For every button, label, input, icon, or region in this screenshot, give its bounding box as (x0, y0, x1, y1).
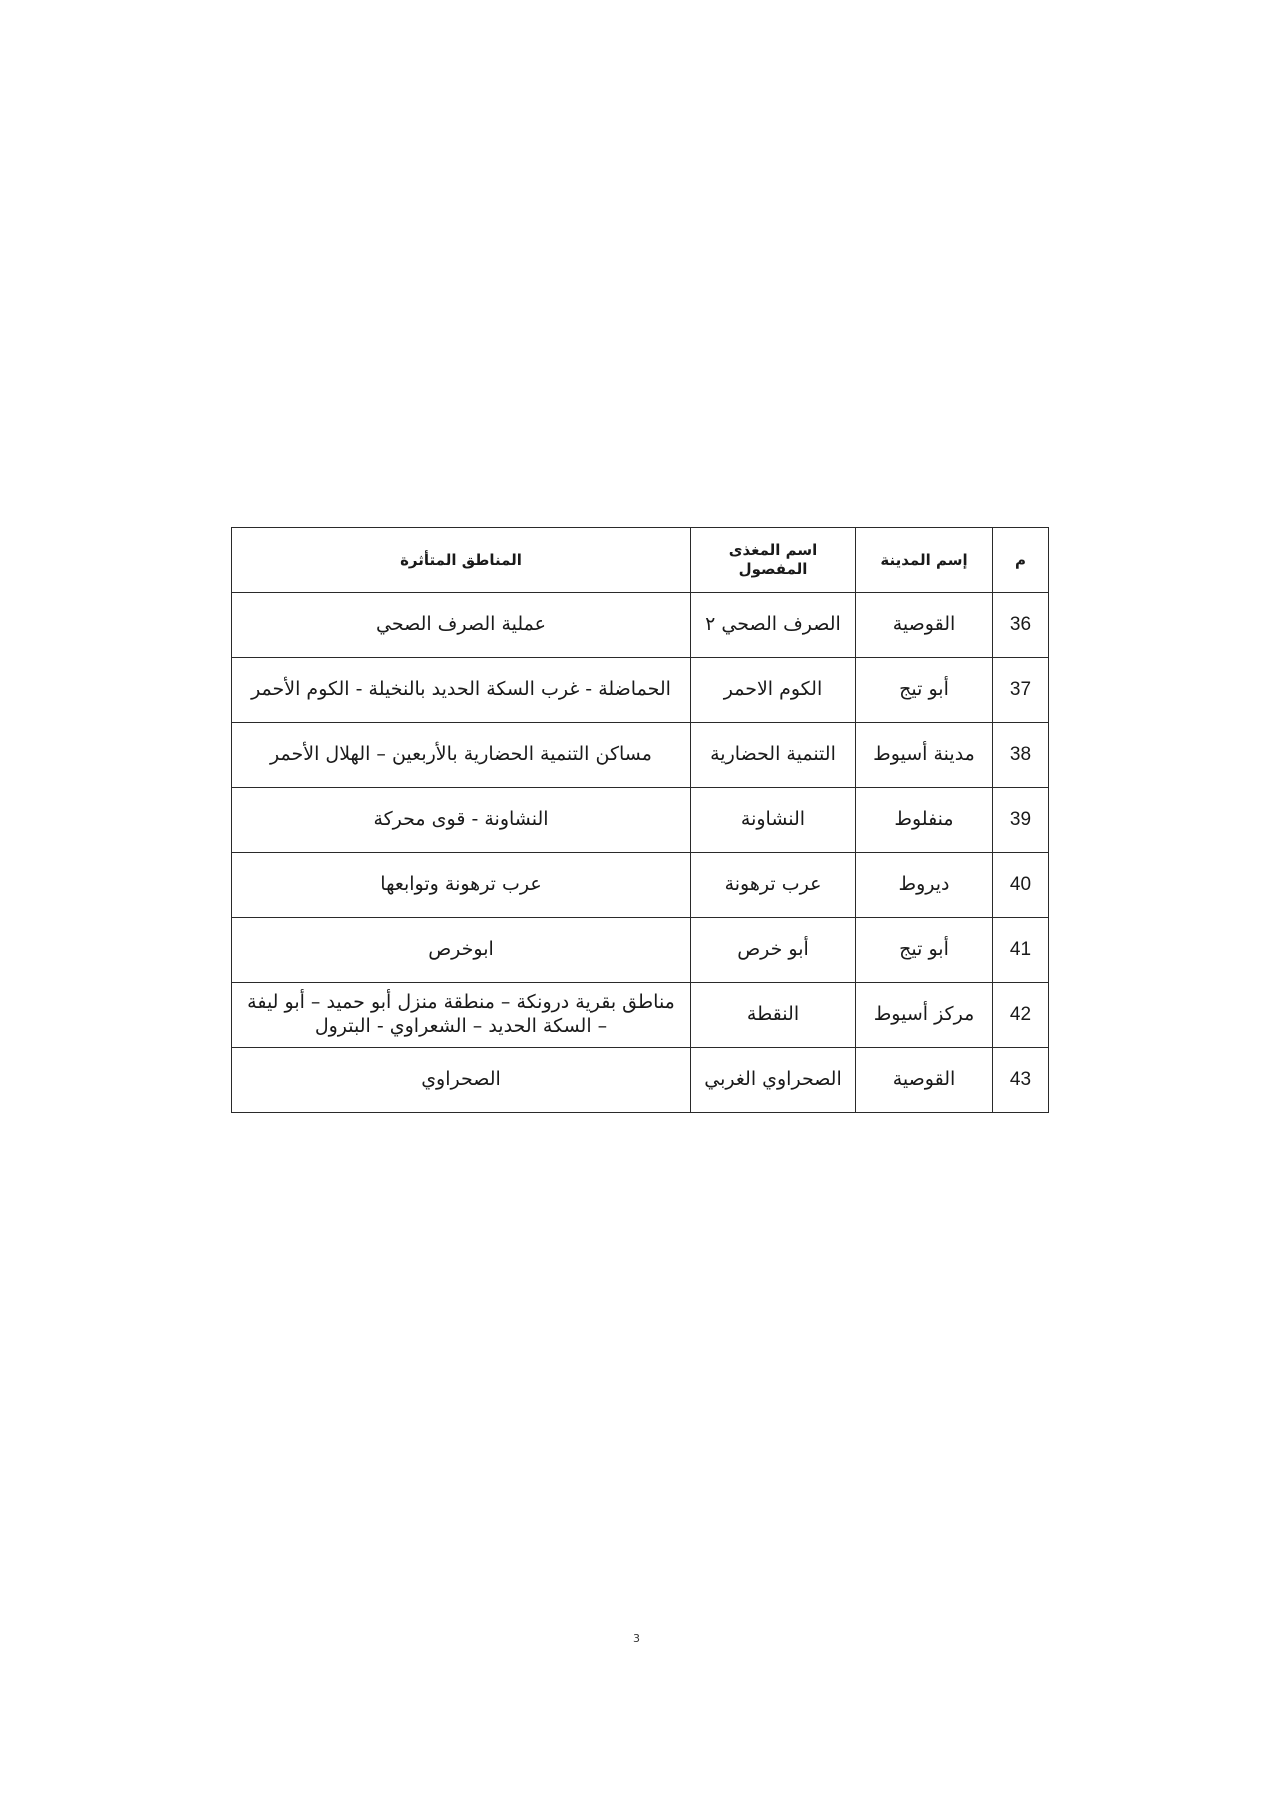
cell-areas: الصحراوي (232, 1048, 691, 1113)
cell-feeder: النقطة (691, 983, 856, 1048)
header-feeder: اسم المغذى المفصول (691, 528, 856, 593)
cell-areas: النشاونة - قوى محركة (232, 788, 691, 853)
cell-feeder: أبو خرص (691, 918, 856, 983)
cell-city: القوصية (856, 593, 993, 658)
cell-areas: مساكن التنمية الحضارية بالأربعين – الهلال الأحمر (232, 723, 691, 788)
table-row (232, 918, 1049, 983)
table-row (232, 983, 1049, 1048)
cell-num: 38 (993, 723, 1049, 788)
cell-areas: مناطق بقرية درونكة – منطقة منزل أبو حميد – أبو ليفة – السكة الحديد – الشعراوي - البترول (232, 983, 691, 1048)
cell-num: 43 (993, 1048, 1049, 1113)
cell-num: 40 (993, 853, 1049, 918)
cell-city: مدينة أسيوط (856, 723, 993, 788)
cell-city: ديروط (856, 853, 993, 918)
cell-city: أبو تيج (856, 658, 993, 723)
table-row (232, 723, 1049, 788)
cell-num: 39 (993, 788, 1049, 853)
page-number: 3 (633, 1632, 640, 1645)
cell-num: 42 (993, 983, 1049, 1048)
cell-areas: عملية الصرف الصحي (232, 593, 691, 658)
header-areas: المناطق المتأثرة (232, 528, 691, 593)
table-row (232, 658, 1049, 723)
cell-city: مركز أسيوط (856, 983, 993, 1048)
cell-areas: ابوخرص (232, 918, 691, 983)
cell-feeder: التنمية الحضارية (691, 723, 856, 788)
cell-num: 41 (993, 918, 1049, 983)
table-row (232, 788, 1049, 853)
header-num: م (993, 528, 1049, 593)
cell-city: أبو تيج (856, 918, 993, 983)
cell-feeder: عرب ترهونة (691, 853, 856, 918)
cell-feeder: الكوم الاحمر (691, 658, 856, 723)
cell-num: 37 (993, 658, 1049, 723)
table-header-row (232, 528, 1049, 593)
cell-feeder: النشاونة (691, 788, 856, 853)
outages-table (231, 527, 1049, 1113)
cell-areas: عرب ترهونة وتوابعها (232, 853, 691, 918)
table-row (232, 1048, 1049, 1113)
cell-feeder: الصحراوي الغربي (691, 1048, 856, 1113)
cell-areas: الحماضلة - غرب السكة الحديد بالنخيلة - الكوم الأحمر (232, 658, 691, 723)
cell-city: القوصية (856, 1048, 993, 1113)
cell-feeder: الصرف الصحي ٢ (691, 593, 856, 658)
cell-num: 36 (993, 593, 1049, 658)
table-row (232, 853, 1049, 918)
header-city: إسم المدينة (856, 528, 993, 593)
cell-city: منفلوط (856, 788, 993, 853)
table-row (232, 593, 1049, 658)
